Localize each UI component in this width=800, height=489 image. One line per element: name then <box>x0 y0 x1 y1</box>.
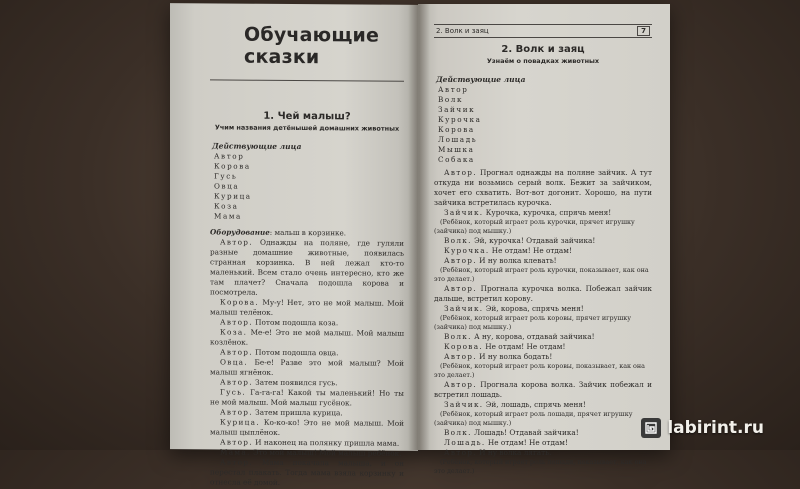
speaker-name: Автор. <box>220 437 253 447</box>
page-number: 7 <box>637 26 650 36</box>
stage-direction: (Ребёнок, который играет роль коровы, показывает, как она это делает.) <box>434 362 645 379</box>
dialogue-line <box>434 332 652 342</box>
speaker-name: Автор. <box>220 457 253 467</box>
dialogue-text: Не отдам! Не отдам! <box>482 342 566 351</box>
dialogue-line <box>434 342 652 352</box>
cast-item: Лошадь <box>438 135 478 144</box>
speaker-name: Автор. <box>444 352 477 361</box>
dialogue-text: А ну, корова, отдавай зайчика! <box>471 332 595 341</box>
speaker-name: Зайчик. <box>444 304 484 313</box>
cast-title-left: Действующие лица <box>212 141 302 152</box>
story-subtitle-left: Учим названия детёнышей домашних животных <box>214 123 400 133</box>
dialogue-line <box>434 448 652 458</box>
cast-item: Мышка <box>438 145 475 154</box>
dialogue-line <box>434 428 652 438</box>
cast-item: Овца <box>214 181 240 191</box>
cast-item: Зайчик <box>438 105 476 114</box>
dialogue-text: Затем пришла курица. <box>252 407 343 418</box>
speaker-name: Зайчик. <box>444 208 484 217</box>
cast-item: Коза <box>214 201 239 211</box>
speaker-name: Автор. <box>220 407 253 417</box>
dialogue-line <box>434 168 652 208</box>
cast-item: Курица <box>214 191 252 201</box>
dialogue-text: Му-у! Нет, это не мой малыш. Мой малыш телёнок. <box>210 297 404 317</box>
dialogue-line <box>434 256 652 266</box>
dialogue-line <box>210 457 404 488</box>
dialogue-text: Эй, лошадь, спрячь меня! <box>483 400 586 409</box>
labirint-logo-icon <box>641 418 661 438</box>
speaker-name: Волк. <box>444 236 472 245</box>
speaker-name: Корова. <box>444 342 483 351</box>
dialogue-text: Ко-ко-ко! Это не мой малыш. Мой малыш цыплёнок. <box>210 417 404 437</box>
cast-list-left <box>210 151 404 222</box>
running-header-title: 2. Волк и заяц <box>436 27 489 35</box>
cast-list-right <box>434 85 652 165</box>
dialogue-line <box>434 236 652 246</box>
dialogue-text: Эй, курочка! Отдавай зайчика! <box>471 236 596 245</box>
speaker-name: Коза. <box>220 327 248 337</box>
section-title: Обучающие сказки <box>244 23 380 69</box>
dialogue-line <box>210 327 404 348</box>
cast-item: Гусь <box>214 171 238 181</box>
speaker-name: Автор. <box>444 168 477 177</box>
open-book <box>170 4 670 487</box>
dialogue-text: Не отдам! Не отдам! <box>485 438 568 447</box>
watermark <box>641 418 764 438</box>
cast-title-right: Действующие лица <box>436 75 526 84</box>
speaker-name: Волк. <box>444 332 472 341</box>
stage-direction: (Ребёнок, который играет роль курочки, прячет игрушку (зайчика) под мышку.) <box>434 218 635 235</box>
speaker-name: Овца. <box>220 357 248 367</box>
speaker-name: Автор. <box>444 284 477 293</box>
cast-item: Мама <box>214 211 242 221</box>
dialogue-text: Прогнал однажды на поляне зайчик. А тут откуда ни возьмись серый волк. Бежит за зайчиком, хочет его схватить. Вот-вот догонит. Хорошо, на пути зайчика встретилась курочка. <box>434 168 652 207</box>
dialogue-line <box>434 400 652 410</box>
dialogue-line <box>210 387 404 408</box>
props-text: : мальш в корзинке. <box>269 227 347 238</box>
cast-item: Собака <box>438 155 475 164</box>
speaker-name: Мама. <box>220 447 251 457</box>
dialogue-text: Прогнала корова волка. Зайчик побежал и встретил лошадь. <box>434 380 652 399</box>
story-subtitle-right: Узнаём о повадках животных <box>486 57 600 65</box>
cast-item: Корова <box>214 161 251 171</box>
speaker-name: Зайчик. <box>444 400 484 409</box>
dialogue-text: Потом подошла овца. <box>252 347 339 358</box>
speaker-name: Автор. <box>220 237 253 247</box>
story-text-right <box>434 168 652 476</box>
speaker-name: Автор. <box>220 377 253 387</box>
speaker-name: Автор. <box>220 317 253 327</box>
dialogue-text: Га-га-га! Какой ты маленький! Но ты не мой малыш. Мой малыш гусёнок. <box>210 387 404 408</box>
cast-item: Автор <box>214 151 245 161</box>
dialogue-line <box>434 438 652 448</box>
speaker-name: Гусь. <box>220 387 247 397</box>
props-label: Оборудование <box>210 227 270 237</box>
speaker-name: Автор. <box>444 448 477 457</box>
speaker-name: Автор. <box>444 380 477 389</box>
running-header <box>434 24 652 38</box>
dialogue-text: Затем появился гусь. <box>252 377 338 388</box>
dialogue-line <box>434 304 652 314</box>
dialogue-text: Потом подошла коза. <box>252 317 339 328</box>
dialogue-text: И ну волка бодать! <box>476 352 553 361</box>
stage-direction: (Ребёнок, который играет роль коровы, прячет игрушку (зайчика) под мышку.) <box>434 314 632 331</box>
speaker-name: Корова. <box>220 297 259 307</box>
dialogue-line <box>434 208 652 218</box>
dialogue-text: Прогнала курочка волка. Побежал зайчик дальше, встретил корову. <box>434 284 652 303</box>
dialogue-text: Мама покачала малыша, и он перестал плакать. Тогда мама взяла корзинку и отнесла её домой. <box>210 457 404 487</box>
dialogue-text: Лошадь! Отдавай зайчика! <box>471 428 579 437</box>
section-rule <box>210 79 404 81</box>
dialogue-line <box>210 417 404 438</box>
stage-direction: (Ребёнок, который играет роль курочки, показывает, как она это делает.) <box>434 266 649 283</box>
right-page <box>418 4 670 475</box>
cast-item: Автор <box>438 85 469 94</box>
dialogue-line <box>210 357 404 378</box>
dialogue-text: И ну волка клевать! <box>476 256 557 265</box>
dialogue-line <box>434 246 652 256</box>
story-title-left: 1. Чей малыш? <box>263 110 351 123</box>
dialogue-text: Однажды на поляне, где гуляли разные домашние животные, появилась странная корзинка. В ней лежал кто-то маленький. Всем стало очень интересно, кто же там плачет? Сначала подошла корова и посмотрела. <box>210 237 404 297</box>
dialogue-line <box>434 284 652 304</box>
dialogue-text: Это мой малыш! Мой малыш ребёнок. <box>250 447 402 458</box>
cast-item: Курочка <box>438 115 482 124</box>
speaker-name: Курочка. <box>444 246 490 255</box>
cast-item: Волк <box>438 95 464 104</box>
dialogue-line <box>434 352 652 362</box>
speaker-name: Автор. <box>220 347 253 357</box>
story-title-right: 2. Волк и заяц <box>501 44 585 55</box>
speaker-name: Лошадь. <box>444 438 486 447</box>
dialogue-text: И наконец на полянку пришла мама. <box>252 437 400 448</box>
speaker-name: Волк. <box>444 428 472 437</box>
stage-direction: (Ребёнок, который играет роль лошади, прячет игрушку (зайчика) под мышку.) <box>434 410 633 427</box>
speaker-name: Автор. <box>444 256 477 265</box>
story-text-left <box>210 237 404 488</box>
left-page <box>170 3 418 487</box>
dialogue-text: Ме-е! Это не мой малыш. Мой малыш козлёнок. <box>210 327 404 347</box>
speaker-name: Курица. <box>220 417 260 427</box>
stage-direction: (Ребёнок, который играет роль лошади, показывает, как она это делает.) <box>434 458 647 475</box>
dialogue-line <box>210 297 404 318</box>
dialogue-text: Бе-е! Разве это мой малыш? Мой малыш ягнёнок. <box>210 357 404 377</box>
dialogue-text: Курочка, курочка, спрячь меня! <box>483 208 612 217</box>
dialogue-line <box>434 380 652 400</box>
dialogue-text: И ну волка лягать. <box>476 448 552 457</box>
dialogue-text: Эй, корова, спрячь меня! <box>483 304 584 313</box>
cast-item: Корова <box>438 125 475 134</box>
dialogue-text: Не отдам! Не отдам! <box>489 246 572 255</box>
watermark-text: labirint.ru <box>667 418 764 438</box>
dialogue-line <box>210 237 404 298</box>
